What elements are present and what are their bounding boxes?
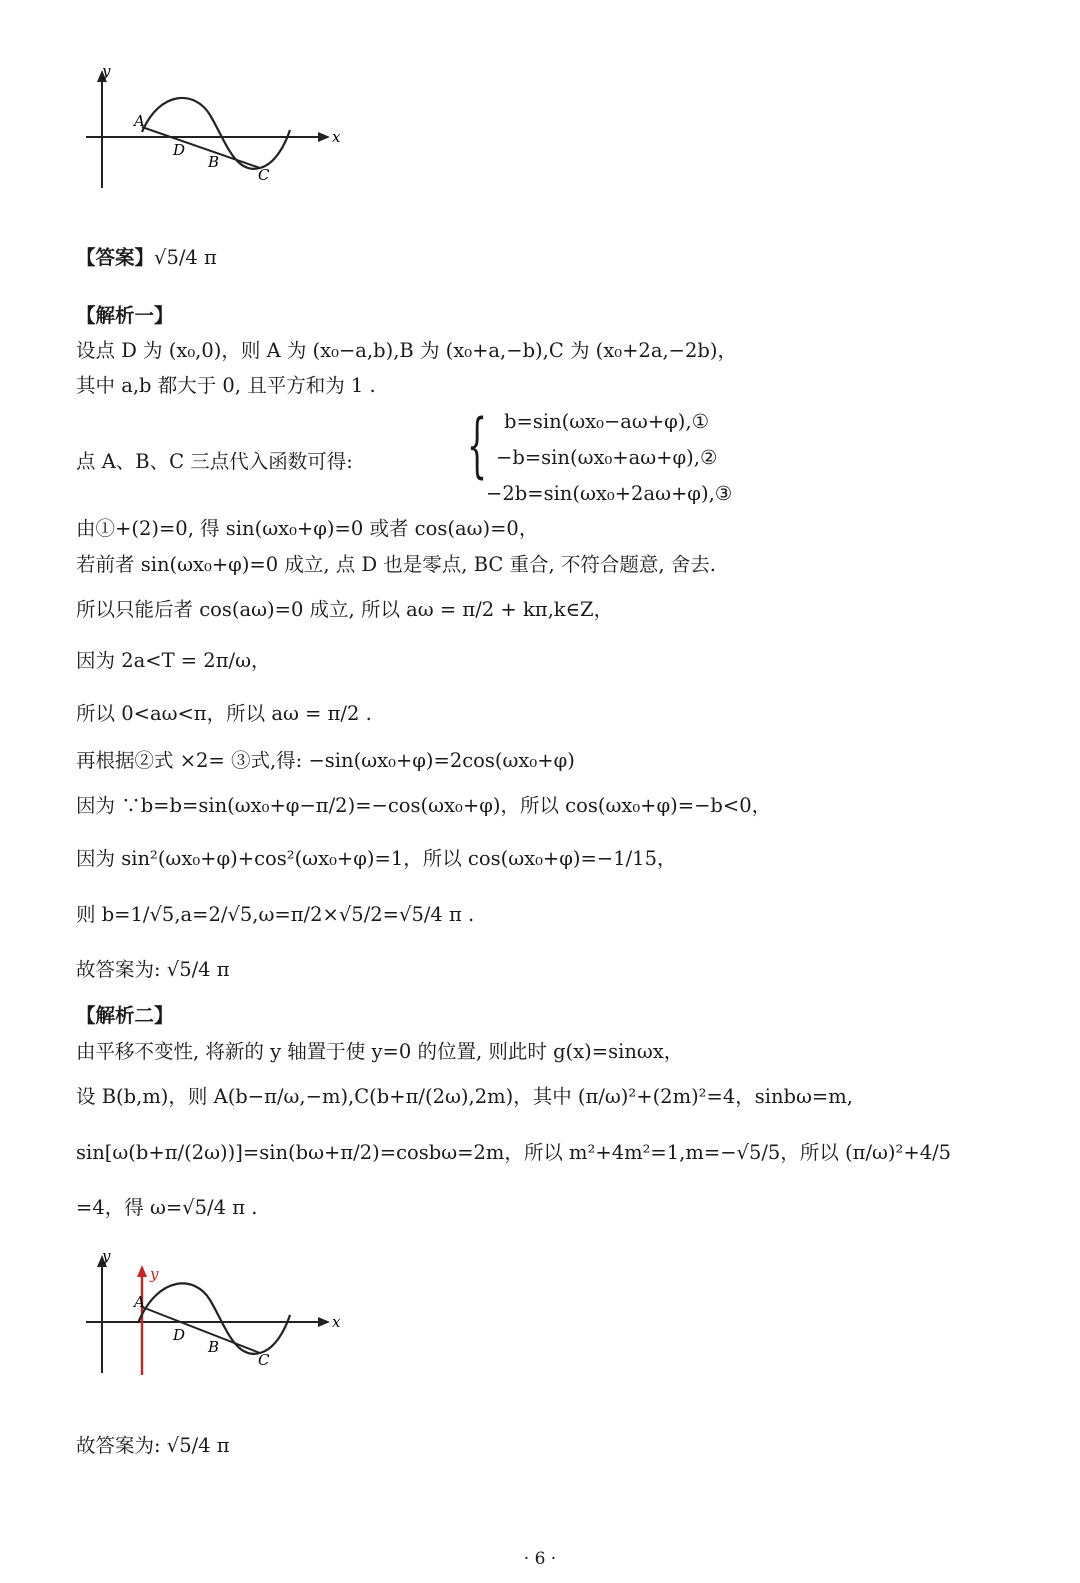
analysis2-line-4: =4，得 ω=√5/4 π .: [76, 1196, 258, 1219]
point-b-label: B: [208, 153, 220, 171]
point-c-label-2: C: [258, 1351, 270, 1369]
analysis2-title: 【解析二】: [76, 1004, 174, 1027]
point-b-label-2: B: [208, 1338, 220, 1356]
y-axis-label-2: y: [102, 1247, 111, 1265]
analysis1-line-8: 再根据②式 ×2= ③式,得: −sin(ωx₀+φ)=2cos(ωx₀+φ): [76, 749, 575, 772]
analysis1-line-10: 因为 sin²(ωx₀+φ)+cos²(ωx₀+φ)=1，所以 cos(ωx₀+φ)=−1/15，: [76, 847, 677, 870]
equation-system: [76, 404, 733, 508]
point-a-label-2: A: [134, 1293, 145, 1311]
equation-2: −b=sin(ωx₀+aω+φ),②: [496, 446, 718, 469]
point-d-label: D: [173, 141, 186, 159]
sine-graph-figure-2: [80, 1245, 350, 1380]
analysis2-line-1: 由平移不变性, 将新的 y 轴置于使 y=0 的位置, 则此时 g(x)=sinωx，: [76, 1040, 684, 1063]
analysis1-title: 【解析一】: [76, 304, 174, 327]
point-c-label: C: [258, 166, 270, 184]
analysis2-line-2: 设 B(b,m)，则 A(b−π/ω,−m),C(b+π/(2ω),2m)，其中 (π/ω)²+(2m)²=4，sinbω=m,: [76, 1085, 853, 1108]
x-axis-label: x: [332, 128, 341, 146]
analysis2-line-3: sin[ω(b+π/(2ω))]=sin(bω+π/2)=cosbω=2m，所以 m²+4m²=1,m=−√5/5，所以 (π/ω)²+4/5: [76, 1141, 952, 1164]
answer-line: [76, 248, 217, 268]
analysis1-line-5: 所以只能后者 cos(aω)=0 成立, 所以 aω = π/2 + kπ,k∈Z，: [76, 598, 614, 621]
final-answer-label: 故答案为:: [76, 1434, 161, 1457]
answer-value: √5/4 π: [154, 246, 217, 269]
y-axis-label: y: [102, 62, 111, 80]
final-answer-line: [76, 1436, 230, 1456]
point-a-label: A: [134, 112, 145, 130]
answer-label: 【答案】: [76, 246, 155, 269]
page-number: · 6 ·: [523, 1549, 557, 1569]
equation-1: b=sin(ωx₀−aω+φ),①: [504, 410, 710, 433]
analysis1-line-1: 设点 D 为 (x₀,0)，则 A 为 (x₀−a,b),B 为 (x₀+a,−b),C 为 (x₀+2a,−2b)，: [76, 339, 738, 362]
final-answer-value: √5/4 π: [166, 1434, 230, 1457]
system-intro: 点 A、B、C 三点代入函数可得:: [76, 450, 353, 473]
analysis1-line-11: 则 b=1/√5,a=2/√5,ω=π/2×√5/2=√5/4 π .: [76, 903, 475, 926]
equation-3: −2b=sin(ωx₀+2aω+φ),③: [486, 482, 733, 505]
analysis1-line-7: 所以 0<aω<π，所以 aω = π/2 .: [76, 702, 372, 725]
new-y-axis-label: y: [150, 1265, 159, 1283]
system-brace: {: [467, 404, 488, 486]
analysis1-line-4: 若前者 sin(ωx₀+φ)=0 成立, 点 D 也是零点, BC 重合, 不符合题意, 舍去.: [76, 553, 716, 576]
x-axis-label-2: x: [332, 1313, 341, 1331]
analysis1-final-line: [76, 960, 230, 980]
analysis1-final-label: 故答案为:: [76, 958, 161, 981]
sine-graph-figure-1: [80, 60, 350, 195]
point-d-label-2: D: [173, 1326, 186, 1344]
analysis1-line-2: 其中 a,b 都大于 0, 且平方和为 1 .: [76, 374, 376, 397]
analysis1-final-value: √5/4 π: [166, 958, 230, 981]
analysis1-line-9: 因为 ∵b=b=sin(ωx₀+φ−π/2)=−cos(ωx₀+φ)，所以 cos(ωx₀+φ)=−b<0，: [76, 794, 772, 817]
analysis1-line-3: 由①+(2)=0, 得 sin(ωx₀+φ)=0 或者 cos(aω)=0，: [76, 517, 539, 540]
analysis1-line-6: 因为 2a<T = 2π/ω，: [76, 649, 271, 672]
